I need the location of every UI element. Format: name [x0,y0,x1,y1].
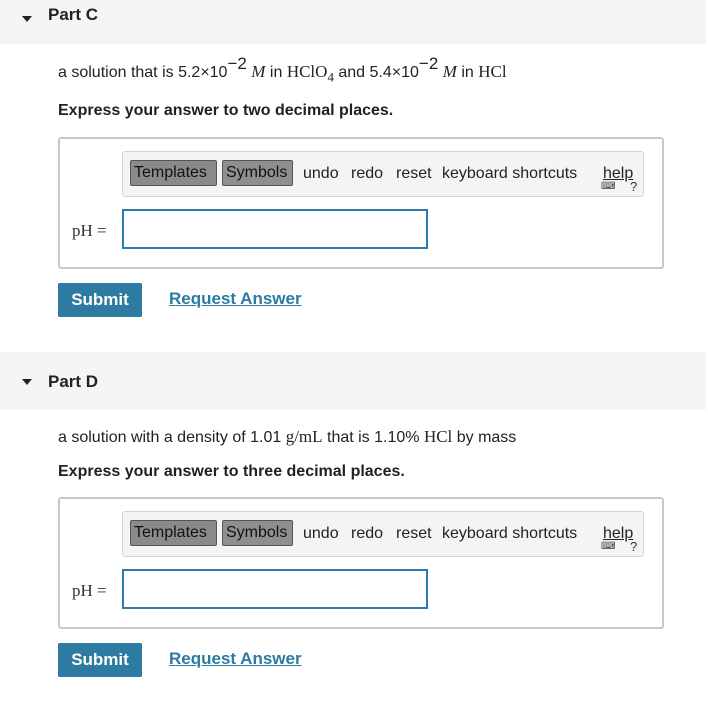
part-c-answer-box [58,137,664,269]
undo-button[interactable]: undo [303,525,339,542]
part-d-instruction: Express your answer to three decimal places. [58,463,405,480]
math-toolbar [122,511,644,557]
templates-button[interactable]: Templates [130,160,217,186]
part-c-header[interactable] [0,0,706,44]
reset-button[interactable]: reset [396,525,432,542]
question-mark-icon: ? [630,179,638,194]
part-c-title: Part C [48,5,99,24]
collapse-caret-icon[interactable] [22,16,32,22]
symbols-button[interactable]: Symbols [222,160,293,186]
part-d-answer-box [58,497,664,629]
ph-answer-input[interactable] [122,569,428,609]
keyboard-shortcuts-button[interactable]: keyboard shortcuts [442,525,578,542]
reset-button[interactable]: reset [396,165,432,182]
ph-label: pH = [72,221,107,240]
part-d-question: a solution with a density of 1.01 g/mL that is 1.10% HCl by mass [58,427,517,446]
help-button[interactable]: help [603,525,634,542]
redo-button[interactable]: redo [351,165,384,182]
part-d-title: Part D [48,372,99,391]
redo-button[interactable]: redo [351,525,384,542]
part-c-instruction: Express your answer to two decimal places. [58,102,394,119]
undo-button[interactable]: undo [303,165,339,182]
part-d-header[interactable] [0,352,706,410]
help-button[interactable]: help [603,165,634,182]
collapse-caret-icon[interactable] [22,379,32,385]
keyboard-icon: ⌨ [601,181,616,192]
part-c-request-answer-link[interactable]: Request Answer [169,289,302,308]
ph-answer-input[interactable] [122,209,428,249]
ph-label: pH = [72,581,107,600]
part-d-request-answer-link[interactable]: Request Answer [169,649,302,668]
keyboard-icon: ⌨ [601,541,616,552]
keyboard-shortcuts-button[interactable]: keyboard shortcuts [442,165,578,182]
templates-button[interactable]: Templates [130,520,217,546]
part-c-submit-button[interactable]: Submit [58,283,142,317]
math-toolbar [122,151,644,197]
symbols-button[interactable]: Symbols [222,520,293,546]
part-d-submit-button[interactable]: Submit [58,643,142,677]
part-c-question: a solution that is $5.2\times 10^{-2}$ M in HClO$_4$ and $5.4\times 10^{-2}$ M in HCl [58,53,507,85]
question-mark-icon: ? [630,539,638,554]
